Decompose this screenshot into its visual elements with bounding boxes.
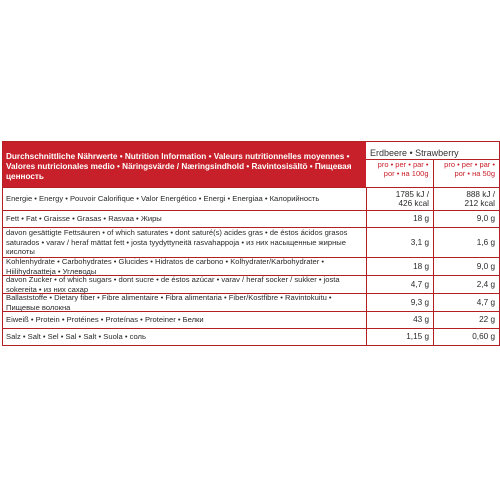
row-label: davon Zucker • of which sugars • dont sucre • de éstos azúcar • varav / heraf socker / sukker • josta sokereita • из них сахар: [6, 275, 340, 294]
table-row-salt: [3, 328, 499, 345]
table-row-fiber: [3, 293, 499, 311]
value-100g: 18 g: [366, 211, 433, 227]
nutrition-title: Durchschnittliche Nährwerte • Nutrition Information • Valeurs nutritionnelles moyennes • Valores nutricionales medio • Näringsvärde / Næringsindhold • Ravintosisältö • Пищевая ценность: [3, 142, 366, 187]
table-row-saturates: [3, 227, 499, 257]
row-label: Eiweiß • Protein • Protéines • Proteínas • Proteiner • Белки: [6, 315, 204, 325]
flavor-label: Erdbeere • Strawberry: [366, 142, 499, 160]
per-header-row: [366, 160, 499, 187]
nutrition-table: [2, 141, 500, 346]
table-row-protein: [3, 311, 499, 328]
per-50g-header: pro • per • par • por • на 50g: [433, 160, 500, 187]
row-label: Salz • Salt • Sel • Sal • Salt • Suola • соль: [6, 332, 146, 342]
value-50g: 4,7 g: [433, 294, 499, 311]
row-label: Energie • Energy • Pouvoir Calorifique • Valor Energético • Energi • Energiaa • Калорийность: [6, 194, 320, 204]
value-100g: 18 g: [366, 258, 433, 275]
value-100g: 1,15 g: [366, 329, 433, 345]
value-50g: 888 kJ / 212 kcal: [433, 188, 499, 210]
value-100g: 4,7 g: [366, 276, 433, 293]
value-100g: 3,1 g: [366, 228, 433, 257]
row-label: Kohlenhydrate • Carbohydrates • Glucides • Hidratos de carbono • Kolhydrater/Karbohydrater • Hiilihydraatteja • Углеводы: [6, 257, 325, 276]
per-100g-header: pro • per • par • por • на 100g: [377, 160, 429, 178]
value-50g: 1,6 g: [433, 228, 499, 257]
value-50g: 0,60 g: [433, 329, 499, 345]
value-100g: 9,3 g: [366, 294, 433, 311]
table-header: [3, 141, 499, 187]
table-row-carbohydrates: [3, 257, 499, 275]
value-50g: 22 g: [433, 312, 499, 328]
row-label: Fett • Fat • Graisse • Grasas • Rasvaa • Жиры: [6, 214, 162, 224]
header-columns: [366, 142, 499, 187]
row-label: Ballaststoffe • Dietary fiber • Fibre alimentaire • Fibra alimentaria • Fiber/Kostfibre • Ravintokuitu • Пищевые волокна: [6, 293, 332, 312]
row-label: davon gesättigte Fettsäuren • of which saturates • dont saturé(s) acides gras • de éstos ácidos grasos saturados • varav / heraf mättat fett • josta tyydyttyneitä rasvahappoja • из них насыщенные жирные кислоты: [6, 228, 348, 257]
value-100g: 1785 kJ / 426 kcal: [366, 188, 433, 210]
table-row-fat: [3, 210, 499, 227]
table-row-sugars: [3, 275, 499, 293]
value-50g: 9,0 g: [433, 211, 499, 227]
value-100g: 43 g: [366, 312, 433, 328]
value-50g: 9,0 g: [433, 258, 499, 275]
value-50g: 2,4 g: [433, 276, 499, 293]
table-row-energy: [3, 187, 499, 210]
